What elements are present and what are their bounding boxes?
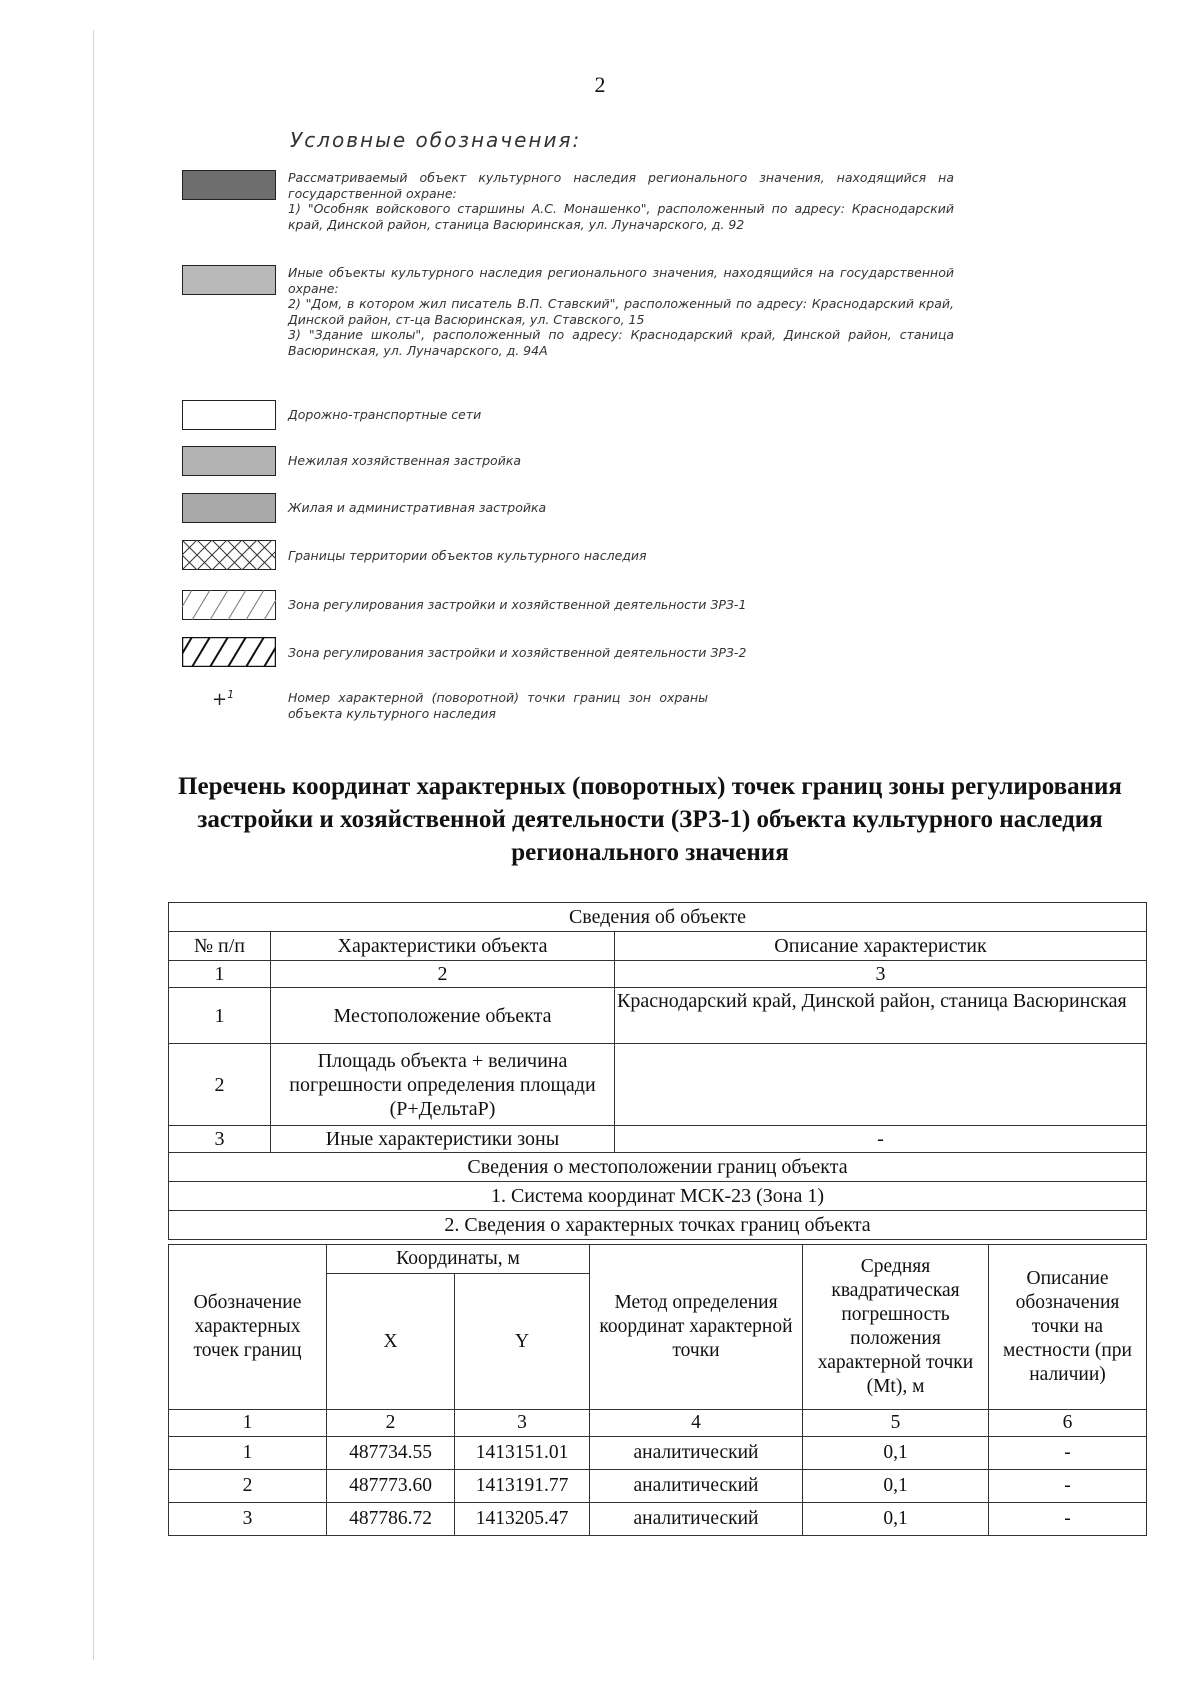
table-row bbox=[169, 1126, 1147, 1153]
point-method: аналитический bbox=[590, 1470, 803, 1503]
legend-text: Зона регулирования застройки и хозяйственной деятельности ЗРЗ-2 bbox=[288, 645, 747, 660]
point-description: - bbox=[989, 1437, 1147, 1470]
points-table bbox=[168, 1244, 1147, 1536]
col-number: 2 bbox=[327, 1410, 455, 1437]
point-mt: 0,1 bbox=[803, 1470, 989, 1503]
col-number: 6 bbox=[989, 1410, 1147, 1437]
col-number: 1 bbox=[169, 961, 271, 988]
row-characteristic: Иные характеристики зоны bbox=[271, 1126, 615, 1153]
col-header: Описание характеристик bbox=[615, 932, 1147, 961]
dark-fill-swatch bbox=[182, 170, 276, 200]
light-hatch-swatch bbox=[182, 590, 276, 620]
legend-text: Рассматриваемый объект культурного наследия регионального значения, находящийся на государственной охране: 1) "Особняк войскового старшины А.С. Монашенко", расположенный по адресу: Краснодарский край, Динской район, станица Васюринская, ул. Луначарского, д. 92 bbox=[288, 170, 954, 232]
col-number: 3 bbox=[615, 961, 1147, 988]
legend-text: Зона регулирования застройки и хозяйственной деятельности ЗРЗ-1 bbox=[288, 597, 747, 612]
section-title: Сведения об объекте bbox=[169, 903, 1147, 932]
row-characteristic: Площадь объекта + величина погрешности определения площади (Р+ДельтаР) bbox=[271, 1044, 615, 1126]
col-number: 1 bbox=[169, 1410, 327, 1437]
point-mt: 0,1 bbox=[803, 1503, 989, 1536]
table-row bbox=[169, 1503, 1147, 1536]
gray-fill-swatch bbox=[182, 493, 276, 523]
margin-rule bbox=[93, 30, 94, 1660]
legend-title: Условные обозначения: bbox=[290, 128, 582, 152]
column-number-row bbox=[169, 1410, 1147, 1437]
point-x: 487773.60 bbox=[327, 1470, 455, 1503]
points-header-row bbox=[169, 1245, 1147, 1274]
section-header bbox=[169, 903, 1147, 932]
col-header-x: X bbox=[327, 1274, 455, 1410]
table-row bbox=[169, 1044, 1147, 1126]
col-number: 2 bbox=[271, 961, 615, 988]
object-info-table bbox=[168, 902, 1147, 1240]
point-y: 1413151.01 bbox=[455, 1437, 590, 1470]
row-description: - bbox=[615, 1126, 1147, 1153]
point-y: 1413205.47 bbox=[455, 1503, 590, 1536]
legend-text: Иные объекты культурного наследия регионального значения, находящийся на государственной охране: 2) "Дом, в котором жил писатель В.П. Ставский", расположенный по адресу: Краснодарский край, Динской район, ст-ца Васюринская, ул. Ставского, 15 3) "Здание школы", расположенный по адресу: Краснодарский край, Динской район, станица Васюринская, ул. Луначарского, д. 94А bbox=[288, 265, 954, 358]
point-x: 487734.55 bbox=[327, 1437, 455, 1470]
legend-text: Дорожно-транспортные сети bbox=[288, 407, 482, 422]
point-description: - bbox=[989, 1470, 1147, 1503]
legend-text: Жилая и административная застройка bbox=[288, 500, 547, 515]
point-number: 2 bbox=[169, 1470, 327, 1503]
col-header-method: Метод определения координат характерной точки bbox=[590, 1245, 803, 1410]
row-number: 2 bbox=[169, 1044, 271, 1126]
legend-text: Нежилая хозяйственная застройка bbox=[288, 453, 522, 468]
table-row bbox=[169, 1437, 1147, 1470]
dark-hatch-swatch bbox=[182, 637, 276, 667]
table-row bbox=[169, 1470, 1147, 1503]
list-title: Перечень координат характерных (поворотных) точек границ зоны регулирования застройки и хозяйственной деятельности (ЗРЗ-1) объекта культурного наследия регионального значения bbox=[178, 773, 1122, 866]
point-x: 487786.72 bbox=[327, 1503, 455, 1536]
section-header bbox=[169, 1153, 1147, 1182]
cross-hatch-swatch bbox=[182, 540, 276, 570]
row-description bbox=[615, 1044, 1147, 1126]
light-fill-swatch bbox=[182, 265, 276, 295]
page-number: 2 bbox=[594, 72, 606, 97]
white-fill-swatch bbox=[182, 400, 276, 430]
table-row bbox=[169, 988, 1147, 1044]
row-characteristic: Местоположение объекта bbox=[271, 988, 615, 1044]
section-title: 1. Система координат МСК-23 (Зона 1) bbox=[169, 1182, 1147, 1211]
col-header-designation: Обозначение характерных точек границ bbox=[169, 1245, 327, 1410]
point-number: 3 bbox=[169, 1503, 327, 1536]
point-y: 1413191.77 bbox=[455, 1470, 590, 1503]
column-number-row bbox=[169, 961, 1147, 988]
col-number: 3 bbox=[455, 1410, 590, 1437]
gray-fill-swatch bbox=[182, 446, 276, 476]
section-header bbox=[169, 1182, 1147, 1211]
col-header-description: Описание обозначения точки на местности (при наличии) bbox=[989, 1245, 1147, 1410]
col-header: № п/п bbox=[169, 932, 271, 961]
section-title: 2. Сведения о характерных точках границ объекта bbox=[169, 1211, 1147, 1240]
legend-text: Границы территории объектов культурного наследия bbox=[288, 548, 647, 563]
row-description: Краснодарский край, Динской район, станица Васюринская bbox=[615, 988, 1147, 1044]
point-method: аналитический bbox=[590, 1503, 803, 1536]
legend-text: Номер характерной (поворотной) точки границ зон охраны объекта культурного наследия bbox=[288, 690, 708, 721]
point-description: - bbox=[989, 1503, 1147, 1536]
section-header bbox=[169, 1211, 1147, 1240]
point-marker-icon: +$^1$ bbox=[212, 688, 235, 710]
col-number: 4 bbox=[590, 1410, 803, 1437]
row-number: 1 bbox=[169, 988, 271, 1044]
col-header-error: Средняя квадратическая погрешность положения характерной точки (Mt), м bbox=[803, 1245, 989, 1410]
col-header-y: Y bbox=[455, 1274, 590, 1410]
table-header-row bbox=[169, 932, 1147, 961]
col-number: 5 bbox=[803, 1410, 989, 1437]
row-number: 3 bbox=[169, 1126, 271, 1153]
point-method: аналитический bbox=[590, 1437, 803, 1470]
section-title: Сведения о местоположении границ объекта bbox=[169, 1153, 1147, 1182]
point-number: 1 bbox=[169, 1437, 327, 1470]
point-mt: 0,1 bbox=[803, 1437, 989, 1470]
col-header-coordinates: Координаты, м bbox=[327, 1245, 590, 1274]
col-header: Характеристики объекта bbox=[271, 932, 615, 961]
